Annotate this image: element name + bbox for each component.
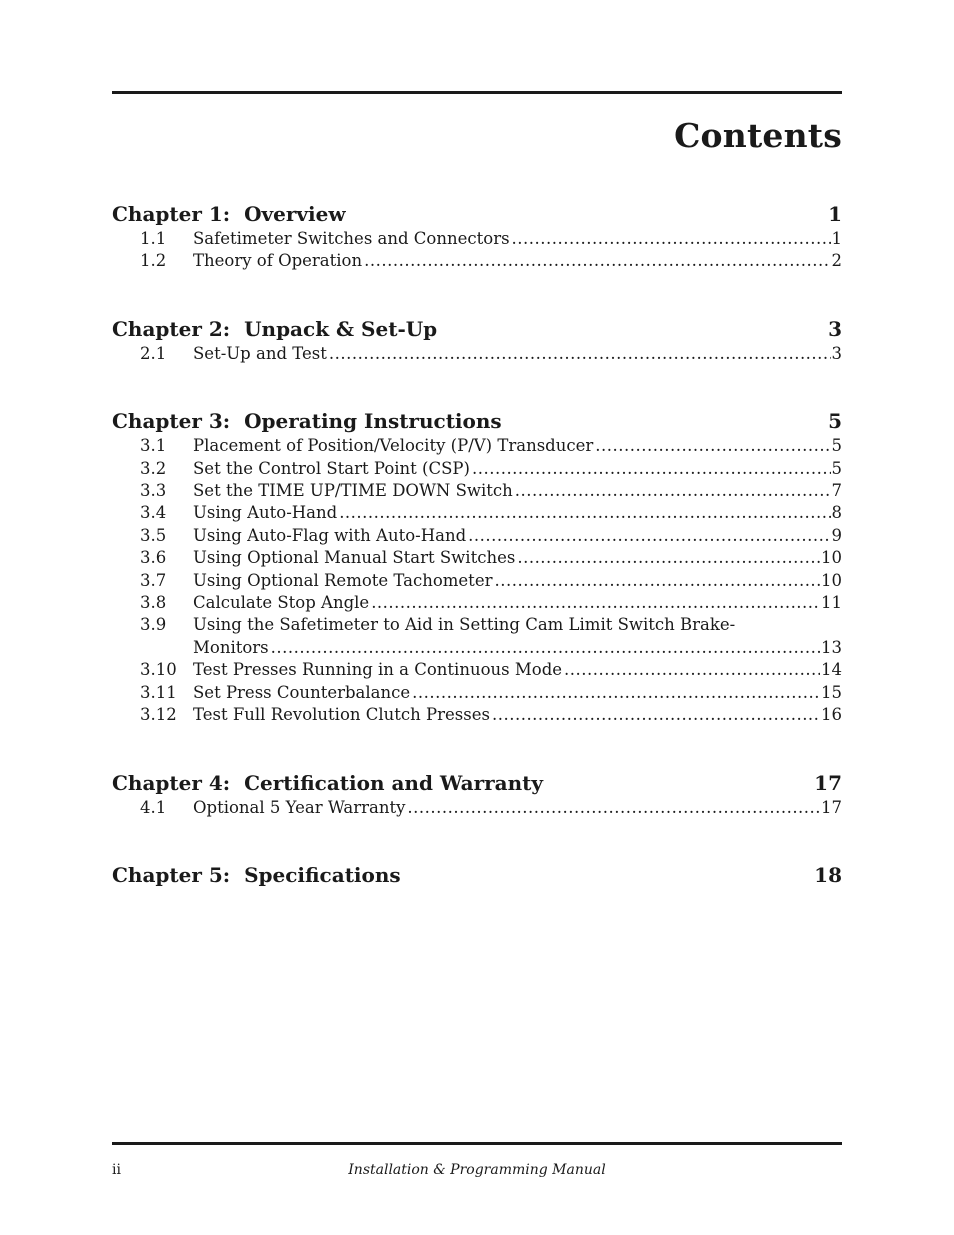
toc-entry[interactable] — [112, 343, 842, 365]
entry-number: 3.5 — [140, 525, 167, 545]
dot-leader — [364, 250, 830, 272]
toc-entry[interactable] — [112, 797, 842, 819]
entry-number: 1.2 — [140, 251, 167, 271]
entry-title: Using Auto-Flag with Auto-Hand — [193, 525, 467, 545]
bottom-rule — [112, 1142, 842, 1145]
dot-leader — [494, 570, 820, 592]
chapter-page: 3 — [828, 316, 842, 341]
entry-title: Set the TIME UP/TIME DOWN Switch — [193, 481, 513, 501]
chapter-page: 5 — [828, 409, 842, 434]
entry-title: Monitors — [193, 637, 269, 657]
toc-entry[interactable] — [112, 704, 842, 726]
dot-leader — [517, 547, 820, 569]
entry-page: 1 — [831, 229, 842, 248]
dot-leader — [271, 637, 820, 659]
dot-leader — [329, 343, 831, 365]
page-title: Contents — [674, 116, 842, 155]
entry-title: Set Press Counterbalance — [193, 682, 411, 702]
table-of-contents — [112, 200, 842, 889]
entry-number: 2.1 — [140, 343, 167, 363]
entry-page: 14 — [821, 660, 842, 680]
entry-page: 16 — [821, 705, 842, 725]
chapter-heading[interactable] — [112, 407, 842, 435]
entry-number: 1.1 — [140, 229, 167, 248]
toc-entry[interactable] — [112, 547, 842, 569]
entry-number: 3.9 — [140, 615, 167, 635]
chapter-5 — [112, 861, 842, 889]
entry-number: 3.7 — [140, 570, 167, 590]
entry-title: Optional 5 Year Warranty — [193, 797, 406, 817]
toc-entry[interactable] — [112, 458, 842, 480]
entry-page: 9 — [831, 525, 842, 545]
dot-leader — [412, 682, 820, 704]
entry-title: Theory of Operation — [193, 251, 363, 271]
entry-page: 5 — [831, 436, 842, 456]
dot-leader — [512, 228, 831, 250]
entry-title: Set-Up and Test — [193, 343, 327, 363]
entry-page: 3 — [831, 343, 842, 363]
entry-number: 3.3 — [140, 481, 167, 501]
dot-leader — [371, 592, 820, 614]
chapter-page: 18 — [814, 862, 842, 887]
entry-title: Placement of Position/Velocity (P/V) Transducer — [193, 436, 594, 456]
chapter-heading[interactable] — [112, 769, 842, 797]
entry-number: 4.1 — [140, 797, 167, 817]
entry-page: 13 — [821, 637, 842, 657]
entry-number: 3.8 — [140, 593, 167, 613]
entry-page: 5 — [831, 458, 842, 478]
dot-leader — [515, 480, 831, 502]
toc-entry[interactable] — [112, 480, 842, 502]
chapter-3 — [112, 407, 842, 726]
dot-leader — [595, 435, 830, 457]
chapter-page: 1 — [828, 202, 842, 226]
toc-entry[interactable] — [112, 592, 842, 614]
entry-title: Using Auto-Hand — [193, 503, 338, 523]
chapter-page: 17 — [814, 770, 842, 795]
entry-page: 17 — [821, 797, 842, 817]
entry-number: 3.1 — [140, 436, 167, 456]
entry-title: Calculate Stop Angle — [193, 593, 370, 613]
footer-manual-title: Installation & Programming Manual — [348, 1162, 606, 1178]
toc-entry[interactable] — [112, 502, 842, 524]
chapter-title: Chapter 3: Operating Instructions — [112, 409, 502, 434]
entry-number: 3.2 — [140, 458, 167, 478]
entry-page: 15 — [821, 682, 842, 702]
toc-entry[interactable] — [112, 435, 842, 457]
footer-page-number: ii — [112, 1162, 121, 1178]
toc-entry[interactable] — [112, 682, 842, 704]
chapter-title: Chapter 5: Specifications — [112, 862, 401, 887]
toc-entry[interactable] — [112, 250, 842, 272]
toc-entry[interactable] — [112, 525, 842, 547]
entry-page: 10 — [821, 548, 842, 568]
entry-page: 7 — [831, 481, 842, 501]
chapter-1 — [112, 200, 842, 273]
toc-entry[interactable] — [112, 228, 842, 250]
chapter-2 — [112, 315, 842, 365]
entry-title-line-1: Using the Safetimeter to Aid in Setting Cam Limit Switch Brake- — [193, 615, 736, 635]
entry-page: 10 — [821, 570, 842, 590]
toc-entry[interactable] — [112, 614, 842, 659]
dot-leader — [564, 659, 820, 681]
chapter-title: Chapter 4: Certification and Warranty — [112, 770, 544, 795]
chapter-title: Chapter 1: Overview — [112, 202, 346, 226]
entry-title: Set the Control Start Point (CSP) — [193, 458, 470, 478]
chapter-heading[interactable] — [112, 861, 842, 889]
entry-number: 3.4 — [140, 503, 167, 523]
toc-entry[interactable] — [112, 659, 842, 681]
dot-leader — [468, 525, 830, 547]
entry-number: 3.10 — [140, 660, 177, 680]
dot-leader — [407, 797, 820, 819]
chapter-heading[interactable] — [112, 200, 842, 228]
entry-title: Using Optional Remote Tachometer — [193, 570, 493, 590]
dot-leader — [339, 502, 830, 524]
dot-leader — [472, 458, 831, 480]
entry-page: 11 — [821, 593, 842, 613]
entry-number: 3.12 — [140, 705, 177, 725]
entry-page: 2 — [831, 251, 842, 271]
chapter-title: Chapter 2: Unpack & Set-Up — [112, 316, 438, 341]
dot-leader — [492, 704, 820, 726]
entry-number: 3.6 — [140, 548, 167, 568]
chapter-4 — [112, 769, 842, 819]
toc-entry[interactable] — [112, 570, 842, 592]
entry-number: 3.11 — [140, 682, 177, 702]
entry-title: Using Optional Manual Start Switches — [193, 548, 516, 568]
entry-title: Test Full Revolution Clutch Presses — [193, 705, 490, 725]
document-page — [112, 0, 842, 1235]
entry-page: 8 — [831, 503, 842, 523]
entry-title: Test Presses Running in a Continuous Mode — [193, 660, 563, 680]
chapter-heading[interactable] — [112, 315, 842, 343]
top-rule — [112, 91, 842, 94]
entry-title: Safetimeter Switches and Connectors — [193, 229, 510, 248]
